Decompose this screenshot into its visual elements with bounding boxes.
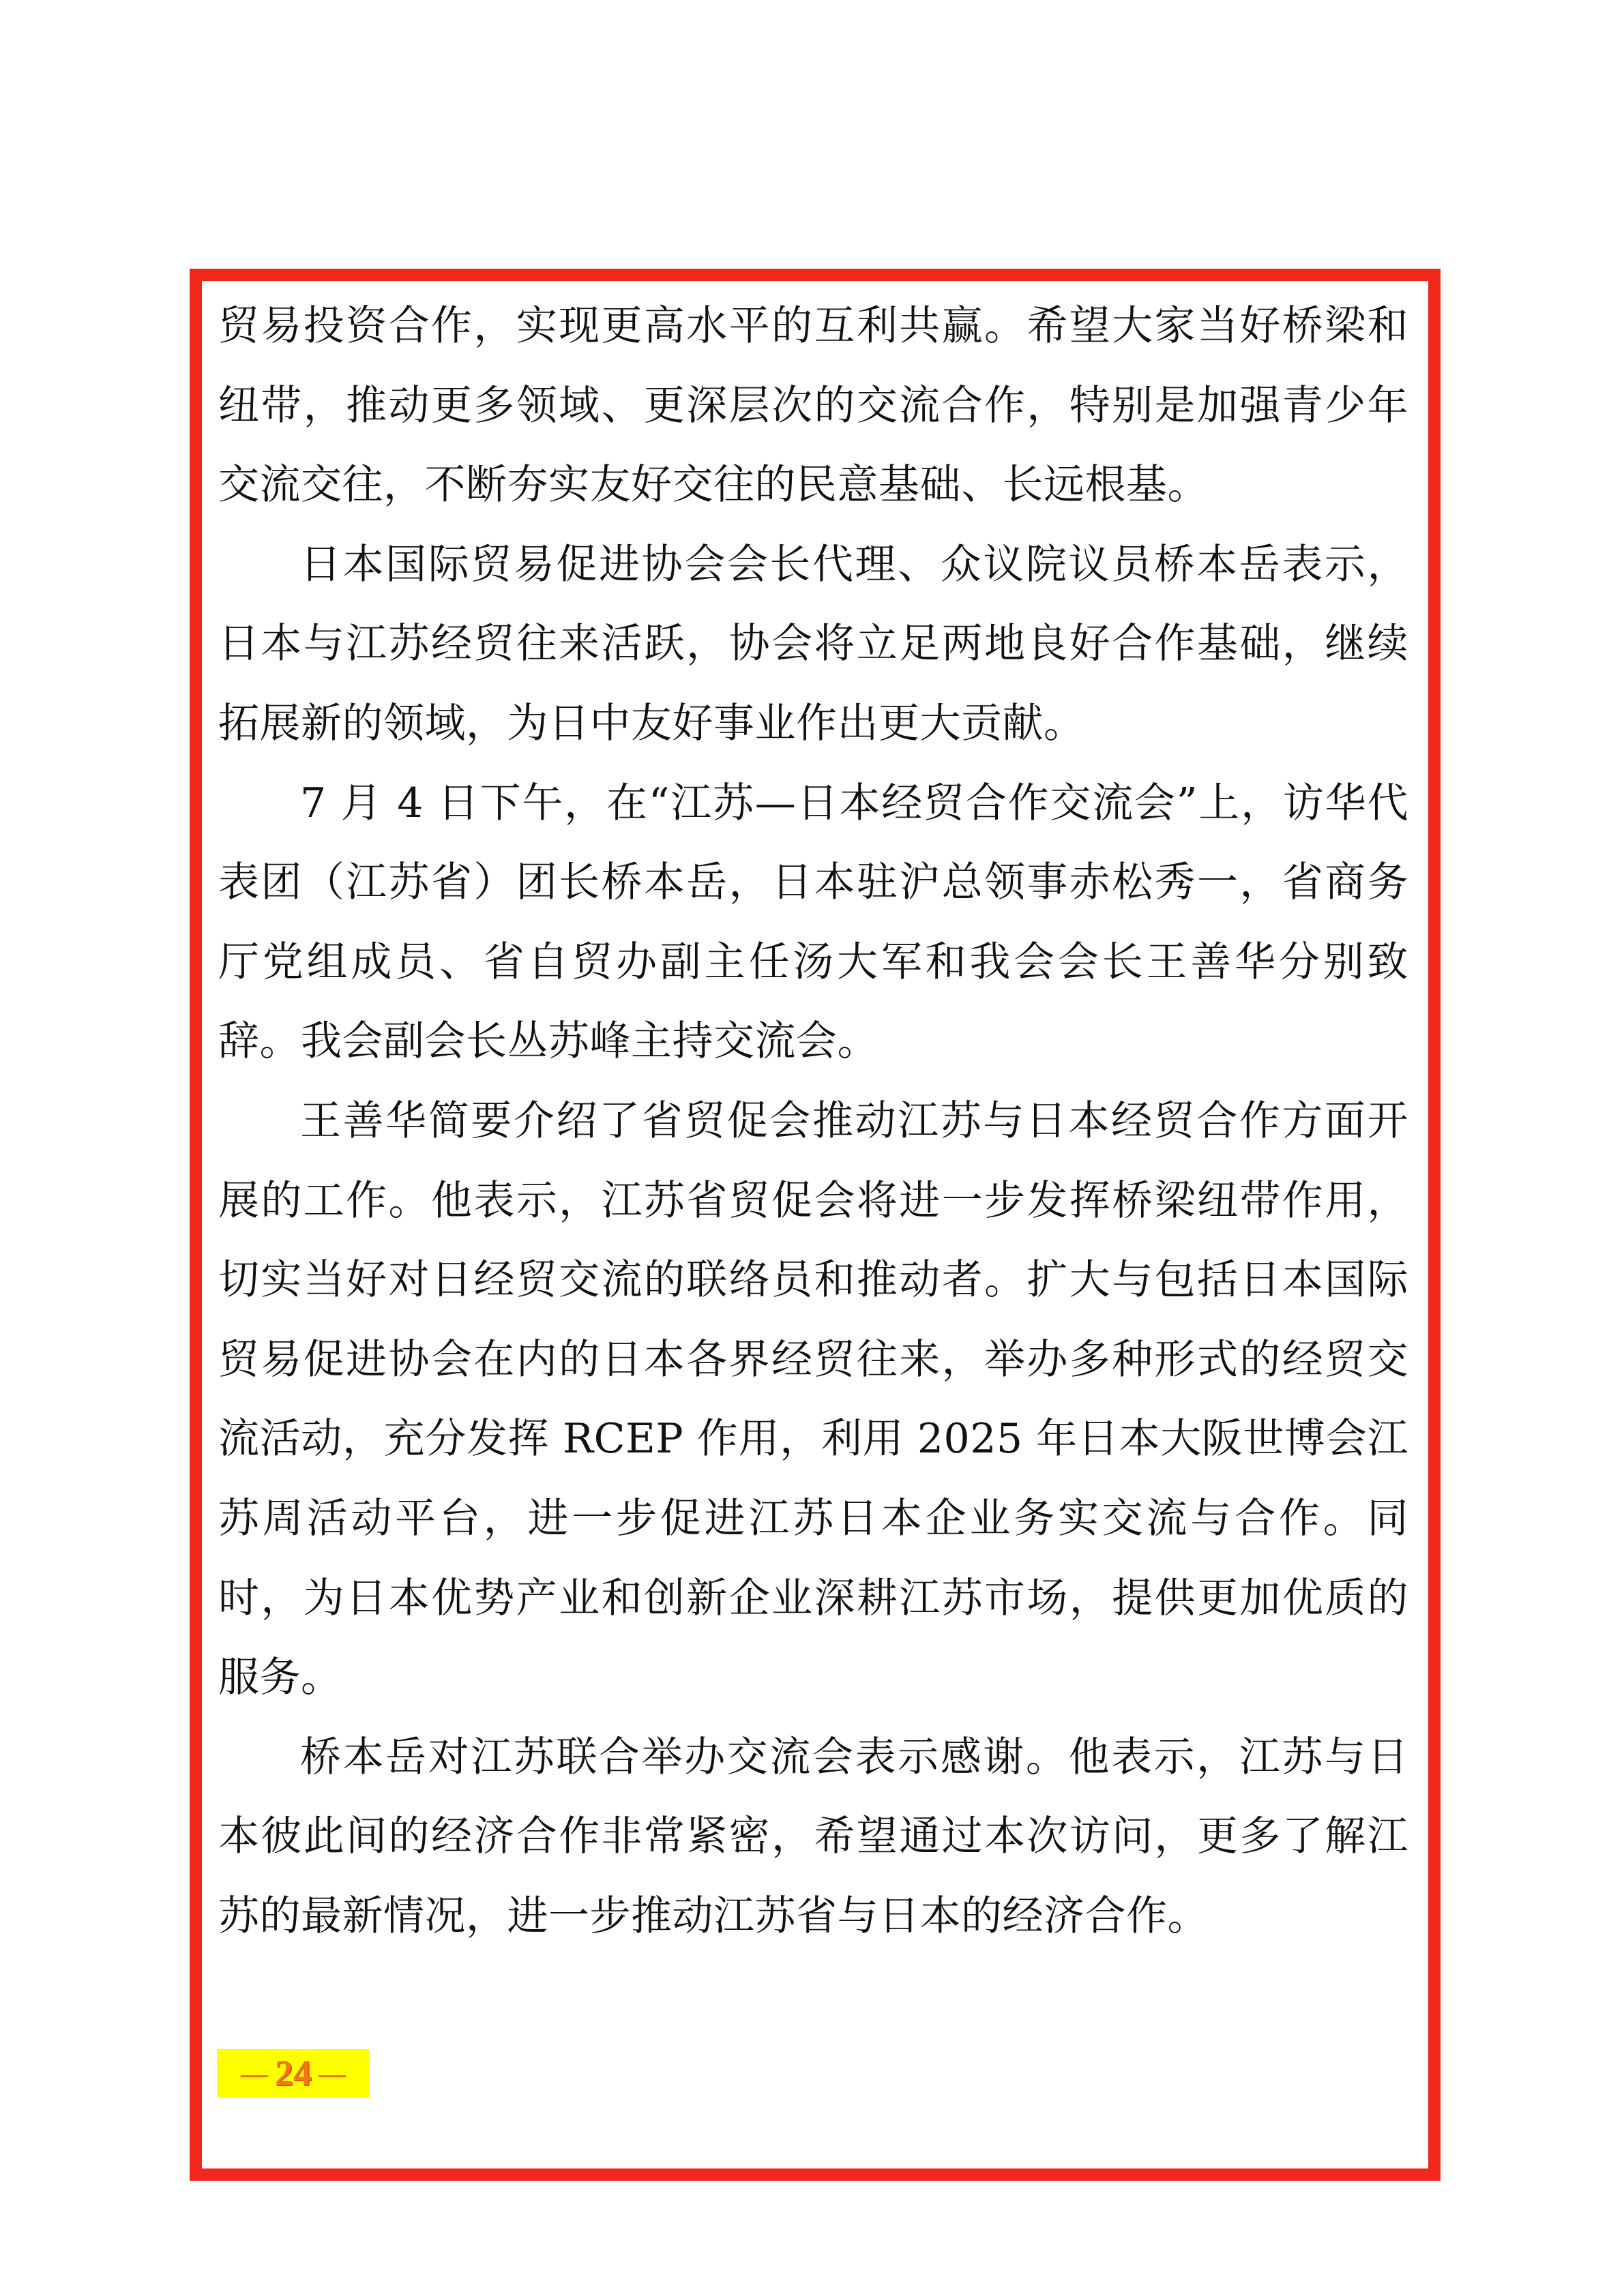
page-number-right-dash: — [319, 2057, 346, 2089]
page-number-badge [217, 2049, 370, 2097]
document-body [218, 286, 1408, 1956]
paragraph-4: 王善华简要介绍了省贸促会推动江苏与日本经贸合作方面开展的工作。他表示，江苏省贸促会将进一步发挥桥梁纽带作用，切实当好对日经贸交流的联络员和推动者。扩大与包括日本国际贸易促进协会在内的日本各界经贸往来，举办多种形式的经贸交流活动，充分发挥 RCEP 作用，利用 2025 年日本大阪世博会江苏周活动平台，进一步促进江苏日本企业务实交流与合作。同时，为日本优势产业和创新企业深耕江苏市场，提供更加优质的服务。 [218, 1097, 1408, 1702]
page-number-left-dash: — [241, 2057, 268, 2089]
paragraph-5: 桥本岳对江苏联合举办交流会表示感谢。他表示，江苏与日本彼此间的经济合作非常紧密，希望通过本次访问，更多了解江苏的最新情况，进一步推动江苏省与日本的经济合作。 [218, 1733, 1408, 1940]
paragraph-1: 贸易投资合作，实现更高水平的互利共赢。希望大家当好桥梁和纽带，推动更多领域、更深层次的交流合作，特别是加强青少年交流交往，不断夯实友好交往的民意基础、长远根基。 [218, 302, 1408, 509]
paragraph-2: 日本国际贸易促进协会会长代理、众议院议员桥本岳表示，日本与江苏经贸往来活跃，协会将立足两地良好合作基础，继续拓展新的领域，为日中友好事业作出更大贡献。 [218, 540, 1408, 747]
paragraph-3: 7 月 4 日下午，在“江苏—日本经贸合作交流会”上，访华代表团（江苏省）团长桥本岳，日本驻沪总领事赤松秀一，省商务厅党组成员、省自贸办副主任汤大军和我会会长王善华分别致辞。我会副会长丛苏峰主持交流会。 [218, 779, 1408, 1066]
page-number: 24 [275, 2053, 312, 2093]
